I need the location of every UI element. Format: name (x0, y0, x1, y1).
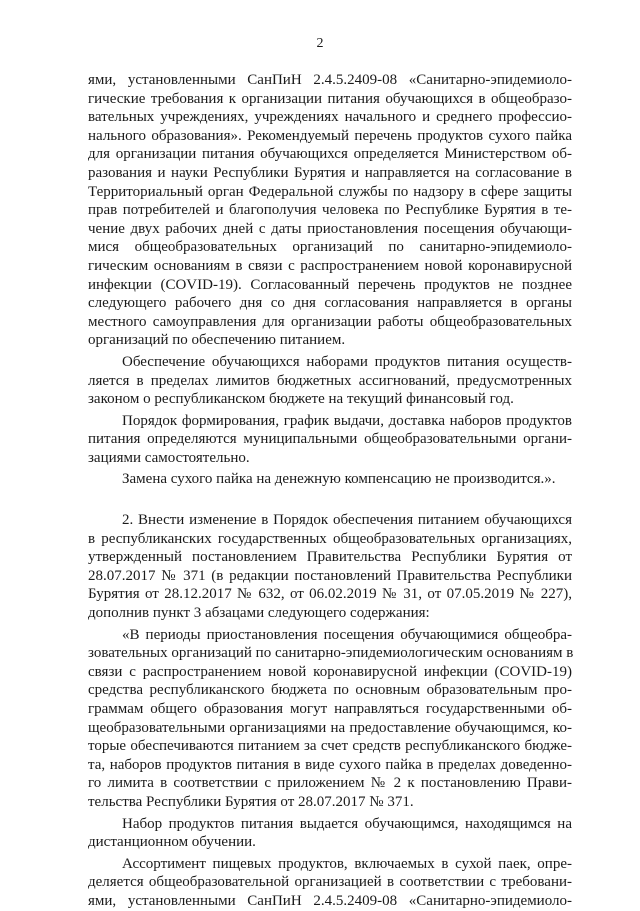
text-line: законом о республиканском бюджете на текущий финансовый год. (88, 391, 514, 408)
text-line: дополнив пункт 3 абзацами следующего содержания: (88, 605, 430, 622)
text-line: 28.07.2017 № 371 (в редакции постановлений Правительства Республики (88, 567, 572, 584)
text-line: щеобразовательными организациями на предоставление обучающимся, ко- (88, 719, 572, 736)
text-line: ями, установленными СанПиН 2.4.5.2409-08 «Санитарно-эпидемиоло- (88, 72, 572, 88)
text-line: граммам общего образования могут направляться государственными об- (88, 701, 572, 717)
text-line: гические требования к организации питания обучающихся в общеобразо- (88, 90, 572, 107)
text-line: го лимита в соответствии с приложением № 2 к постановлению Прави- (88, 775, 572, 792)
text-line: в республиканских государственных общеобразовательных организациях, (88, 530, 572, 547)
text-line: гическим основаниям в связи с распространением новой коронавирусной (88, 257, 572, 274)
text-line: мися общеобразовательных организаций по санитарно-эпидемиоло- (88, 239, 572, 256)
text-line: следующего рабочего дня со дня согласования направляется в органы (88, 295, 572, 312)
text-line: средства республиканского бюджета по основным образовательным про- (88, 682, 572, 699)
text-line: утвержденный постановлением Правительства Республики Бурятия от (88, 549, 572, 566)
text-line: питания определяются муниципальными общеобразовательными органи- (88, 431, 572, 448)
text-line: 2. Внести изменение в Порядок обеспечения питанием обучающихся (122, 512, 572, 529)
text-line: инфекции (COVID-19). Согласованный перечень продуктов не позднее (88, 276, 572, 293)
page-number: 2 (316, 36, 324, 51)
text-line: местного самоуправления для организации работы общеобразовательных (88, 313, 572, 330)
text-line: торые обеспечиваются питанием за счет средств республиканского бюдже- (88, 738, 572, 755)
text-line: Замена сухого пайка на денежную компенсацию не производится.». (122, 471, 556, 488)
text-line: для организации питания обучающихся определяется Министерством об- (88, 146, 572, 163)
text-line: Обеспечение обучающихся наборами продуктов питания осуществ- (122, 353, 572, 370)
text-line: разования и науки Республики Бурятия и направляется на согласование в (88, 164, 572, 181)
text-line: Бурятия от 28.12.2017 № 632, от 06.02.2019 № 31, от 07.05.2019 № 227), (88, 586, 572, 603)
text-line: зовательных организаций по санитарно-эпидемиологическим основаниям в (88, 645, 574, 662)
text-line: Территориальный орган Федеральной службы по надзору в сфере защиты (88, 183, 572, 200)
text-line: Порядок формирования, график выдачи, доставка наборов продуктов (122, 412, 572, 429)
text-line: связи с распространением новой коронавирусной инфекции (COVID-19) (88, 663, 572, 680)
text-line: тельства Республики Бурятия от 28.07.2017 № 371. (88, 793, 414, 810)
text-line: Набор продуктов питания выдается обучающимся, находящимся на (122, 815, 572, 832)
text-line: зациями самостоятельно. (88, 449, 250, 466)
paragraph-gap (88, 489, 572, 511)
text-line: ями, установленными СанПиН 2.4.5.2409-08 «Санитарно-эпидемиоло- (88, 892, 572, 909)
text-line: прав потребителей и благополучия человека по Республике Бурятия в те- (88, 202, 572, 219)
text-line: вательных учреждениях, учреждениях начального и среднего профессио- (88, 109, 572, 126)
text-line: та, наборов продуктов питания в виде сухого пайка в пределах доведенно- (88, 756, 572, 773)
text-line: Ассортимент пищевых продуктов, включаемых в сухой паек, опре- (122, 855, 572, 872)
text-line: организаций по обеспечению питанием. (88, 332, 346, 349)
text-line: дистанционном обучении. (88, 834, 256, 851)
text-line: «В периоды приостановления посещения обучающимися общеобра- (122, 626, 572, 643)
text-line: нального образования». Рекомендуемый перечень продуктов сухого пайка (88, 127, 572, 144)
text-line: ляется в пределах лимитов бюджетных ассигнований, предусмотренных (88, 372, 572, 389)
document-body (88, 71, 572, 911)
text-line: деляется общеобразовательной организацией в соответствии с требовани- (88, 874, 572, 891)
text-line: чение двух рабочих дней с даты приостановления посещения обучающи- (88, 220, 572, 237)
